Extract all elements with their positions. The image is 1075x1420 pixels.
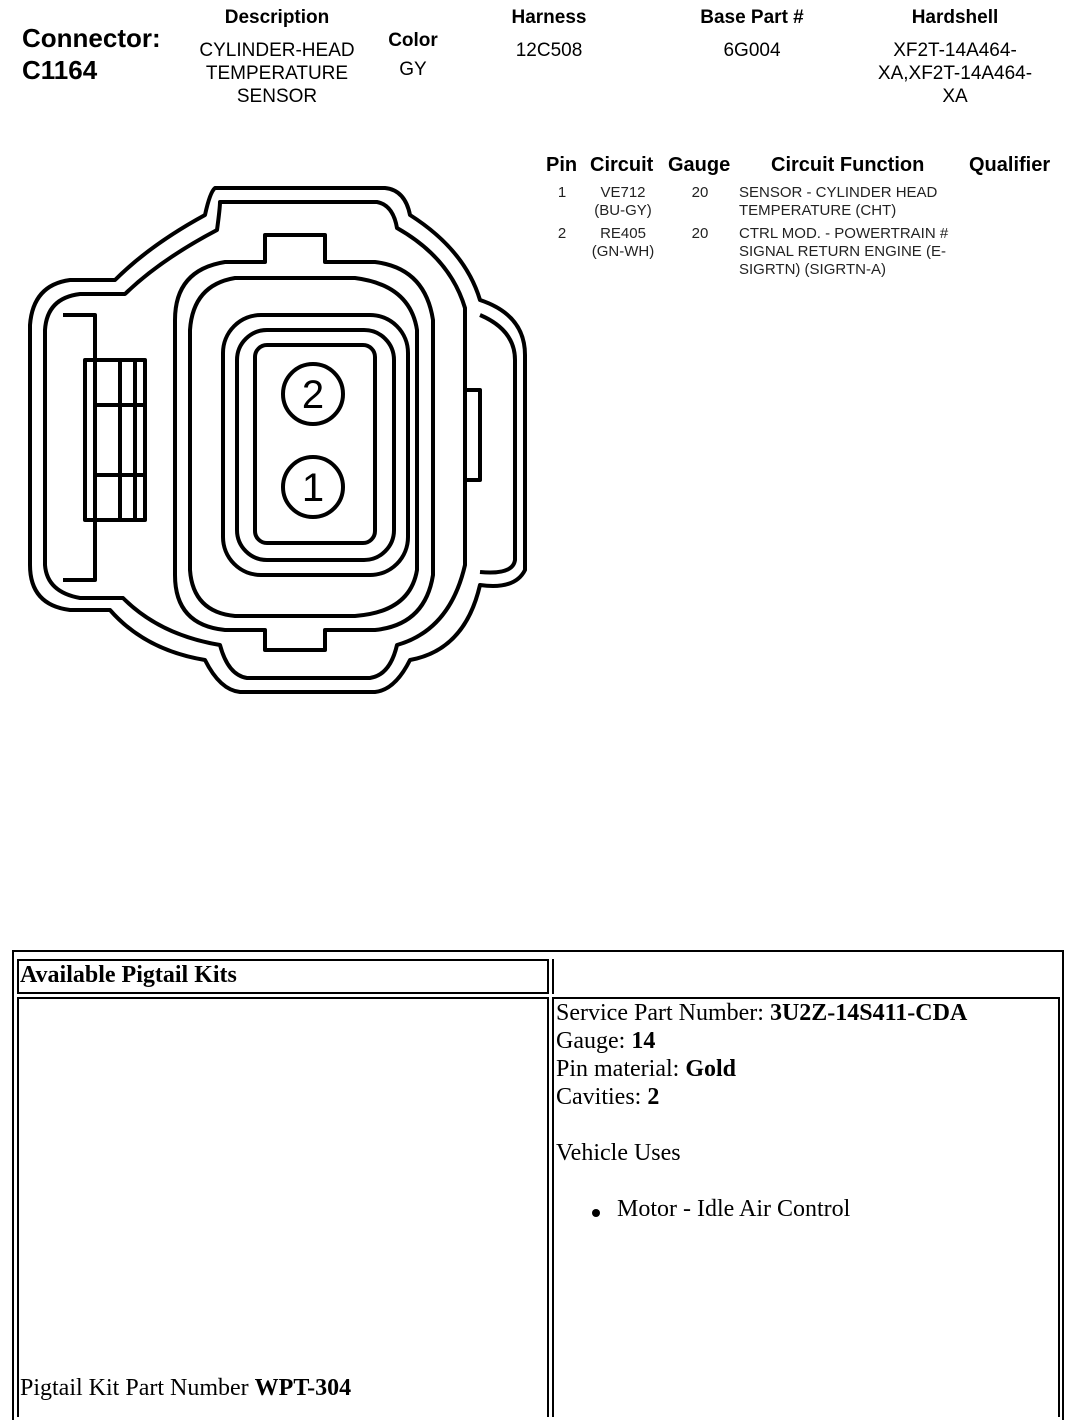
- base-part-value: 6G004: [723, 40, 781, 61]
- hardshell-column: [858, 6, 1052, 108]
- description-column: [186, 6, 368, 108]
- right-latch-inner: [465, 390, 480, 480]
- gauge-value: 14: [631, 1028, 656, 1054]
- pin-material-label: Pin material:: [556, 1056, 686, 1082]
- connector-face-diagram: [25, 180, 530, 700]
- base-part-column: [682, 6, 822, 62]
- harness-value: 12C508: [515, 40, 583, 61]
- pin-material-value: Gold: [685, 1056, 736, 1082]
- vehicle-use-item: Motor - Idle Air Control: [617, 1196, 851, 1222]
- row2-gauge: 20: [691, 225, 709, 242]
- pin-2-label: 2: [301, 373, 325, 417]
- base-part-header: Base Part #: [700, 7, 804, 28]
- row2-circuit: RE405 (GN-WH): [591, 225, 655, 260]
- cavities-line: [556, 1084, 659, 1111]
- row2-function: CTRL MOD. - POWERTRAIN # SIGNAL RETURN ENGINE (E- SIGRTN) (SIGRTN-A): [739, 225, 949, 278]
- col-gauge-header: Gauge: [668, 154, 731, 176]
- service-part-line: [556, 1000, 967, 1027]
- col-pin-header: Pin: [546, 154, 578, 176]
- pigtail-title: Available Pigtail Kits: [20, 962, 237, 988]
- bullet-icon: [592, 1209, 600, 1217]
- color-header: Color: [388, 30, 438, 51]
- color-column: [375, 29, 451, 81]
- col-function-header: Circuit Function: [771, 154, 925, 176]
- col-circuit-header: Circuit: [590, 154, 654, 176]
- hardshell-value: XF2T-14A464- XA,XF2T-14A464- XA: [877, 40, 1033, 107]
- row1-circuit: VE712 (BU-GY): [594, 184, 652, 219]
- color-value: GY: [399, 59, 427, 80]
- kit-part-label: Pigtail Kit Part Number: [20, 1375, 255, 1401]
- pigtail-header-right-cell: [552, 959, 1060, 994]
- vehicle-uses-heading: Vehicle Uses: [556, 1140, 681, 1166]
- description-header: Description: [224, 7, 330, 28]
- harness-column: [488, 6, 610, 62]
- pin-1-label: 1: [301, 466, 325, 510]
- left-latch: [63, 315, 95, 580]
- gauge-line: [556, 1028, 655, 1055]
- pigtail-left-cell: [17, 997, 549, 1417]
- right-latch: [480, 315, 515, 573]
- pin-material-line: [556, 1056, 736, 1083]
- harness-header: Harness: [511, 7, 587, 28]
- pigtail-kit-part-line: [20, 1375, 351, 1402]
- connector-label: Connector:: [22, 23, 161, 53]
- col-qualifier-header: Qualifier: [969, 154, 1051, 176]
- gauge-label: Gauge:: [556, 1028, 632, 1054]
- cavities-label: Cavities:: [556, 1084, 648, 1110]
- row1-function: SENSOR - CYLINDER HEAD TEMPERATURE (CHT): [739, 184, 938, 219]
- row2-pin: 2: [557, 225, 567, 242]
- connector-id: C1164: [22, 55, 98, 85]
- row1-gauge: 20: [691, 184, 709, 201]
- description-value: CYLINDER-HEAD TEMPERATURE SENSOR: [199, 40, 355, 107]
- kit-part-value: WPT-304: [254, 1375, 352, 1401]
- row1-pin: 1: [557, 184, 567, 201]
- connector-title: [22, 22, 161, 86]
- cavities-value: 2: [647, 1084, 660, 1110]
- service-part-value: 3U2Z-14S411-CDA: [769, 1000, 968, 1026]
- pin-housing: [223, 315, 408, 575]
- service-part-label: Service Part Number:: [556, 1000, 770, 1026]
- hardshell-header: Hardshell: [911, 7, 999, 28]
